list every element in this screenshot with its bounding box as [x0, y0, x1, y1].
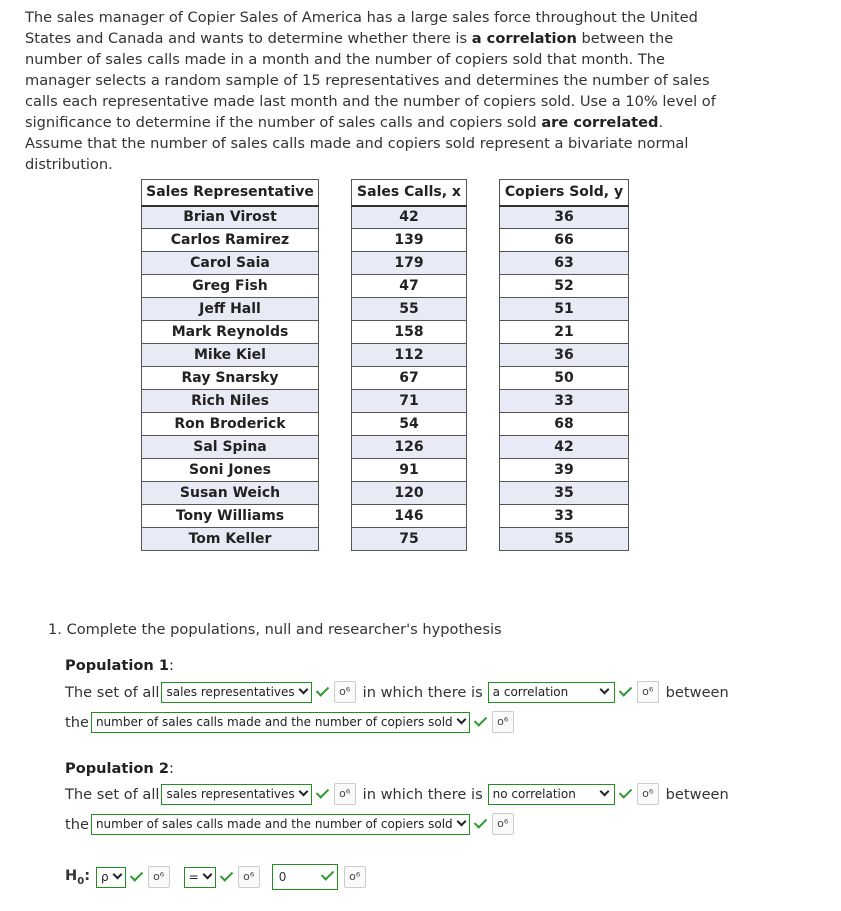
table-row [142, 459, 319, 482]
table-copiers-sold [499, 179, 629, 551]
table-cell: Jeff Hall [142, 298, 319, 321]
table-cell: 55 [352, 298, 467, 321]
chevron-down-icon [456, 714, 466, 724]
table-row [352, 413, 467, 436]
h0-value-input[interactable]: 0 [272, 864, 338, 890]
table-cell: Greg Fish [142, 275, 319, 298]
column-header: Sales Representative [142, 180, 319, 206]
check-icon [321, 867, 334, 880]
table-cell: Rich Niles [142, 390, 319, 413]
table-row [352, 206, 467, 229]
table-row [142, 505, 319, 528]
table-cell: 68 [500, 413, 629, 436]
table-row [142, 436, 319, 459]
help-icon[interactable]: o⁶ [148, 866, 170, 888]
table-row [500, 206, 629, 229]
h0-parameter-select[interactable]: ρ [96, 867, 126, 888]
table-cell: Sal Spina [142, 436, 319, 459]
help-icon[interactable]: o⁶ [637, 783, 659, 805]
chevron-down-icon [298, 786, 308, 796]
chevron-down-icon [456, 816, 466, 826]
table-sales-representative [141, 179, 319, 551]
text: The set of all [65, 683, 160, 701]
table-cell: 33 [500, 390, 629, 413]
table-row [142, 252, 319, 275]
population-2-line-2 [65, 813, 518, 835]
table-cell: 71 [352, 390, 467, 413]
table-cell: 39 [500, 459, 629, 482]
text: between [665, 785, 729, 803]
table-row [142, 390, 319, 413]
table-cell: 63 [500, 252, 629, 275]
table-row [352, 252, 467, 275]
table-cell: 51 [500, 298, 629, 321]
table-row [500, 321, 629, 344]
table-row [500, 390, 629, 413]
check-icon [315, 683, 328, 696]
table-row [500, 528, 629, 551]
question-text: 1. Complete the populations, null and researcher's hypothesis [48, 621, 502, 638]
table-row [500, 436, 629, 459]
table-cell: 42 [500, 436, 629, 459]
table-cell: 21 [500, 321, 629, 344]
table-row [352, 344, 467, 367]
help-icon[interactable]: o⁶ [637, 681, 659, 703]
text: the [65, 713, 89, 731]
table-cell: 179 [352, 252, 467, 275]
table-cell: 112 [352, 344, 467, 367]
table-cell: 42 [352, 206, 467, 229]
table-row [142, 321, 319, 344]
text: the [65, 815, 89, 833]
table-cell: Tom Keller [142, 528, 319, 551]
column-header: Sales Calls, x [352, 180, 467, 206]
table-cell: 146 [352, 505, 467, 528]
table-row [352, 298, 467, 321]
check-icon [473, 713, 486, 726]
table-cell: Mike Kiel [142, 344, 319, 367]
table-cell: 67 [352, 367, 467, 390]
table-row [500, 459, 629, 482]
table-row [352, 436, 467, 459]
problem-statement: The sales manager of Copier Sales of America has a large sales force throughout the United States and Canada and wants to determine whether there is a correlation between the number of sales calls made in a month and the number of copiers sold that month. The manager selects a random sample of 15 representatives and determines the number of sales calls each representative made last month and the number of copiers sold. Use a 10% level of significance to determine if the number of sales calls and copiers sold are correlated. Assume that the number of sales calls made and copiers sold represent a bivariate normal distribution. [25, 9, 716, 173]
h0-label: $H_0$: [65, 867, 91, 887]
table-cell: Ray Snarsky [142, 367, 319, 390]
table-cell: Brian Virost [142, 206, 319, 229]
table-cell: 55 [500, 528, 629, 551]
table-cell: 35 [500, 482, 629, 505]
help-icon[interactable]: o⁶ [492, 813, 514, 835]
chevron-down-icon [112, 869, 122, 879]
table-row [352, 505, 467, 528]
check-icon [618, 785, 631, 798]
table-row [352, 528, 467, 551]
table-row [500, 275, 629, 298]
table-cell: Mark Reynolds [142, 321, 319, 344]
table-cell: Tony Williams [142, 505, 319, 528]
table-cell: 75 [352, 528, 467, 551]
table-row [352, 321, 467, 344]
table-row [352, 275, 467, 298]
table-row [500, 344, 629, 367]
h0-operator-select[interactable]: = [184, 867, 216, 888]
population-1-variables-select[interactable]: number of sales calls made and the number of copiers sold [91, 712, 470, 733]
chevron-down-icon [599, 684, 609, 694]
table-row [142, 367, 319, 390]
table-row [142, 206, 319, 229]
population-2-heading: Population 2: [65, 760, 174, 777]
table-row [500, 252, 629, 275]
table-cell: 33 [500, 505, 629, 528]
table-cell: 126 [352, 436, 467, 459]
table-row [500, 229, 629, 252]
table-row [142, 275, 319, 298]
population-2-correlation-select[interactable]: no correlation [488, 784, 615, 805]
table-cell: 120 [352, 482, 467, 505]
chevron-down-icon [202, 869, 212, 879]
text: in which there is [362, 785, 483, 803]
chevron-down-icon [298, 684, 308, 694]
table-row [500, 367, 629, 390]
table-row [352, 482, 467, 505]
table-cell: 66 [500, 229, 629, 252]
table-row [500, 505, 629, 528]
population-2-variables-select[interactable]: number of sales calls made and the number of copiers sold [91, 814, 470, 835]
table-cell: 139 [352, 229, 467, 252]
table-row [352, 390, 467, 413]
table-cell: 52 [500, 275, 629, 298]
table-cell: 91 [352, 459, 467, 482]
population-2-set-select[interactable]: sales representatives [161, 784, 311, 805]
table-cell: 50 [500, 367, 629, 390]
check-icon [473, 815, 486, 828]
help-icon[interactable]: o⁶ [334, 783, 356, 805]
check-icon [129, 868, 142, 881]
table-cell: Carlos Ramirez [142, 229, 319, 252]
table-cell: 158 [352, 321, 467, 344]
table-cell: 54 [352, 413, 467, 436]
table-cell: 36 [500, 344, 629, 367]
text: in which there is [362, 683, 483, 701]
help-icon[interactable]: o⁶ [344, 866, 366, 888]
table-row [142, 229, 319, 252]
table-cell: Susan Weich [142, 482, 319, 505]
table-row [142, 344, 319, 367]
check-icon [220, 868, 233, 881]
population-1-correlation-select[interactable]: a correlation [488, 682, 615, 703]
null-hypothesis-row [65, 864, 370, 890]
table-row [142, 528, 319, 551]
table-row [500, 482, 629, 505]
table-row [500, 413, 629, 436]
help-icon[interactable]: o⁶ [334, 681, 356, 703]
text: between [665, 683, 729, 701]
population-2-line-1 [65, 783, 732, 805]
table-cell: Soni Jones [142, 459, 319, 482]
table-cell: 47 [352, 275, 467, 298]
table-sales-calls [351, 179, 467, 551]
chevron-down-icon [599, 786, 609, 796]
table-cell: Carol Saia [142, 252, 319, 275]
table-row [142, 482, 319, 505]
check-icon [315, 785, 328, 798]
table-row [500, 298, 629, 321]
population-1-line-2 [65, 711, 518, 733]
table-cell: Ron Broderick [142, 413, 319, 436]
population-1-heading: Population 1: [65, 657, 174, 674]
help-icon[interactable]: o⁶ [492, 711, 514, 733]
table-row [352, 367, 467, 390]
text: The set of all [65, 785, 160, 803]
population-1-set-select[interactable]: sales representatives [161, 682, 311, 703]
population-1-line-1 [65, 681, 732, 703]
table-row [142, 413, 319, 436]
table-row [142, 298, 319, 321]
check-icon [618, 683, 631, 696]
table-row [352, 459, 467, 482]
table-cell: 36 [500, 206, 629, 229]
help-icon[interactable]: o⁶ [238, 866, 260, 888]
column-header: Copiers Sold, y [500, 180, 629, 206]
table-row [352, 229, 467, 252]
